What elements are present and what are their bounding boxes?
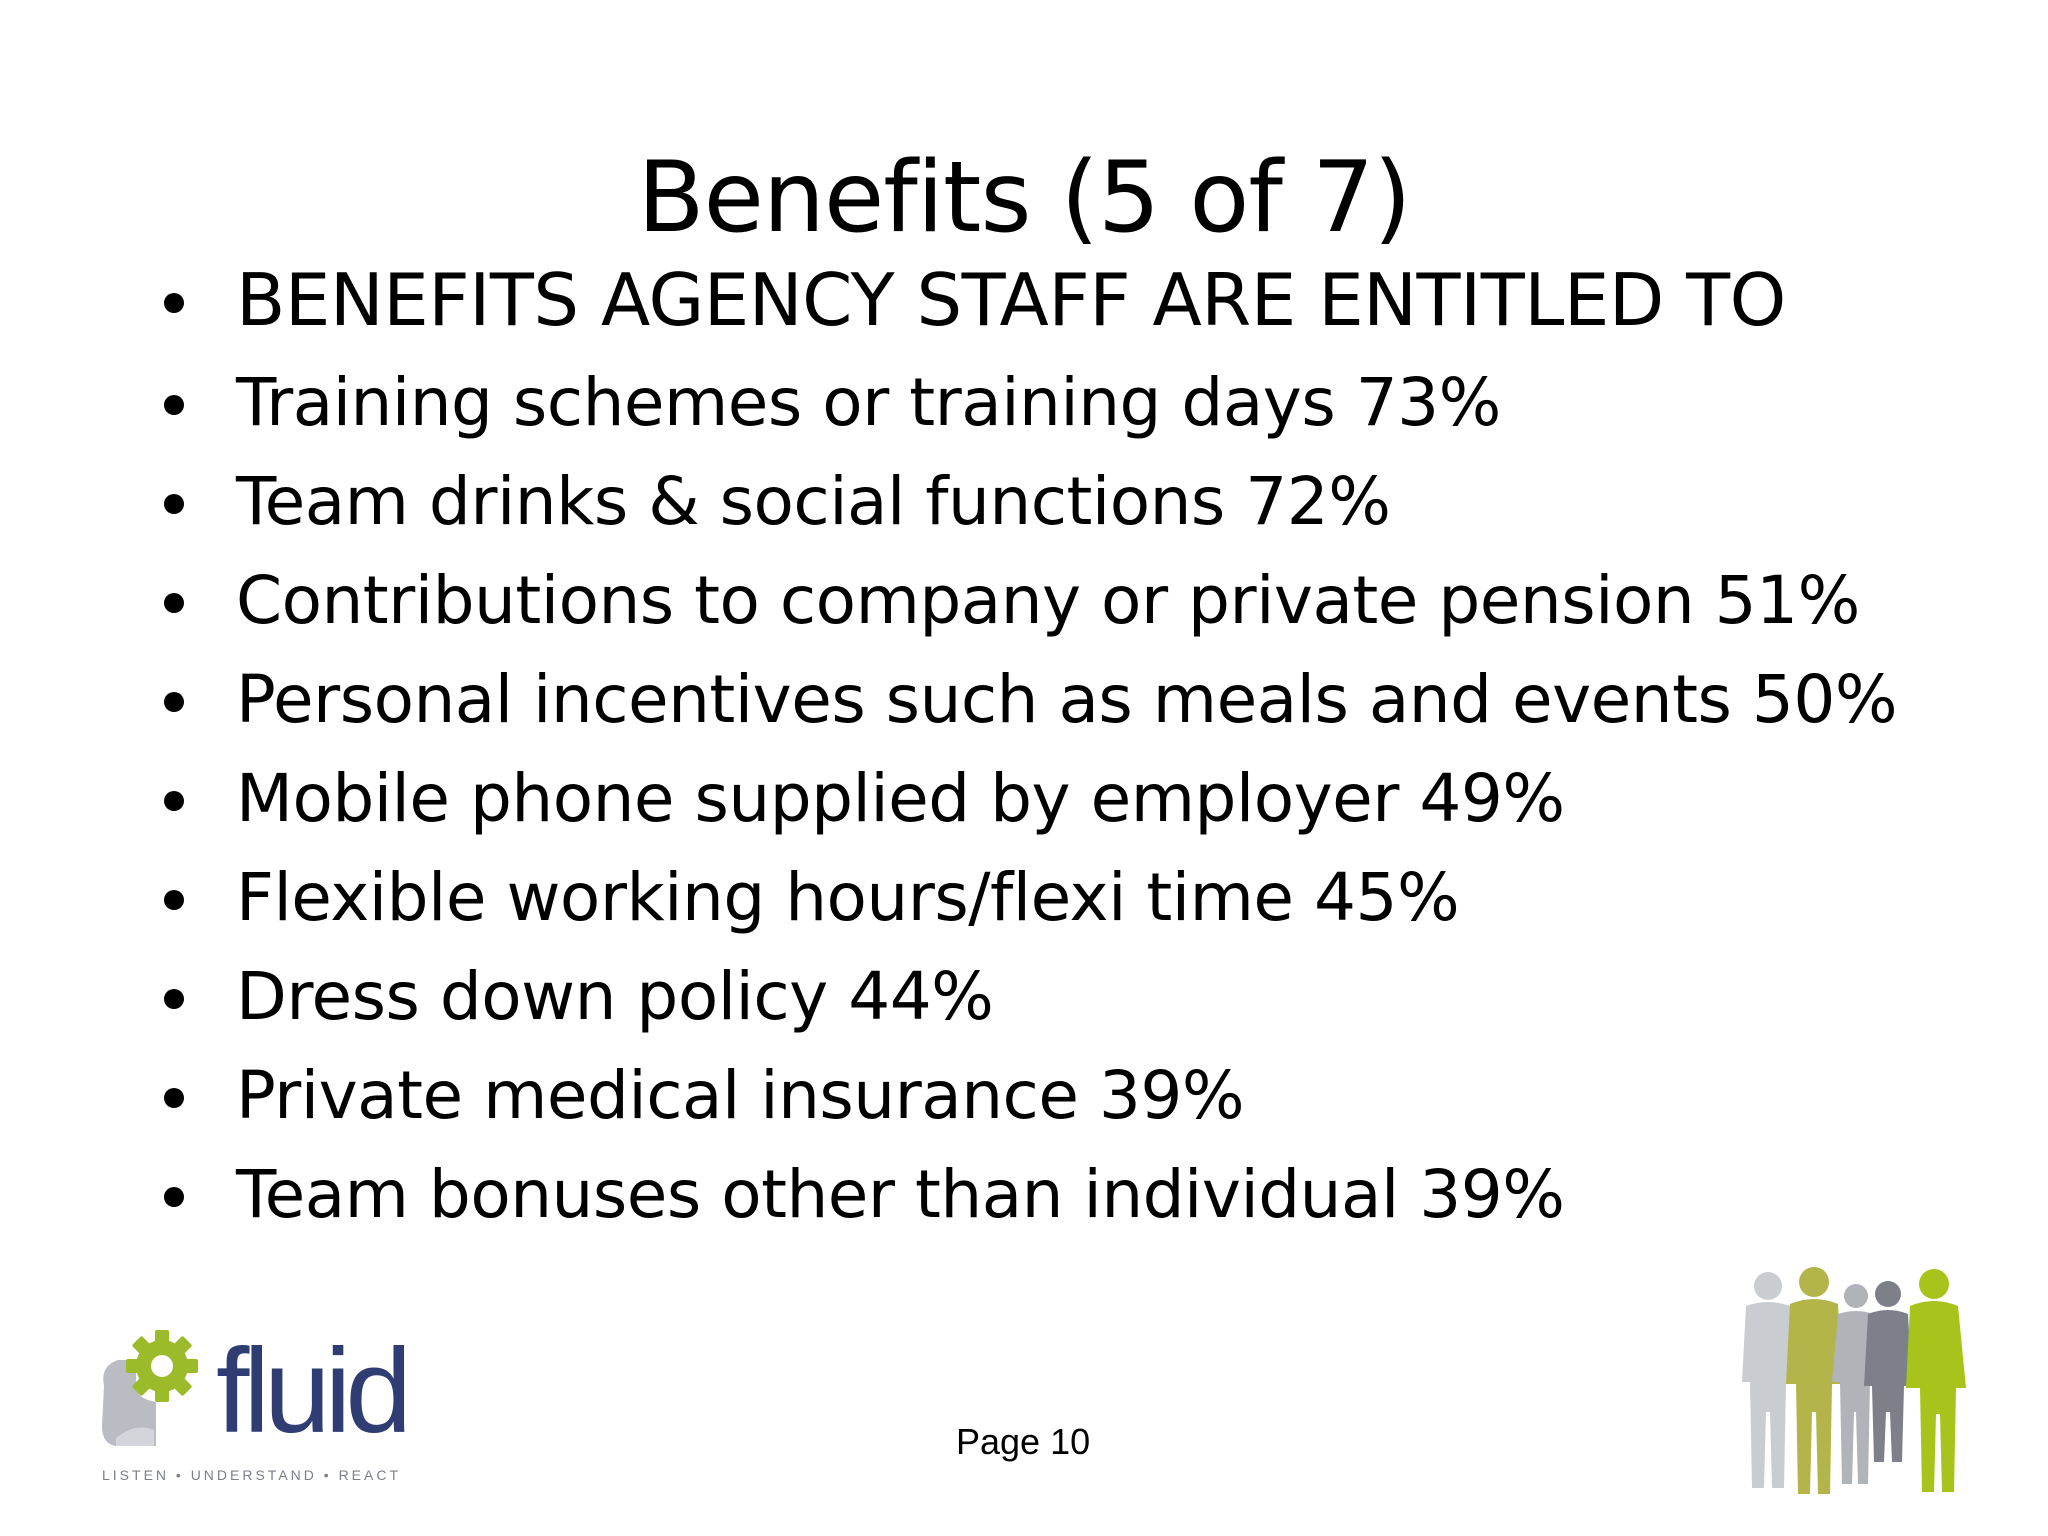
logo-tagline: LISTEN • UNDERSTAND • REACT bbox=[102, 1467, 402, 1483]
bullet-item bbox=[158, 551, 2018, 650]
bullet-icon bbox=[164, 791, 184, 811]
bullet-item bbox=[158, 848, 2018, 947]
bullet-text: Mobile phone supplied by employer 49% bbox=[236, 760, 1565, 837]
bullet-icon bbox=[164, 1088, 184, 1108]
bullet-item bbox=[158, 248, 2018, 353]
bullet-text: Contributions to company or private pension 51% bbox=[236, 562, 1860, 639]
bullet-icon bbox=[164, 494, 184, 514]
page-number: Page 10 bbox=[956, 1421, 1091, 1462]
bullet-item bbox=[158, 650, 2018, 749]
bullet-icon bbox=[164, 890, 184, 910]
bullet-text: Private medical insurance 39% bbox=[236, 1057, 1245, 1134]
bullet-item bbox=[158, 947, 2018, 1046]
bullet-text: Team bonuses other than individual 39% bbox=[236, 1156, 1565, 1233]
bullet-item bbox=[158, 353, 2018, 452]
bullet-text: Training schemes or training days 73% bbox=[236, 364, 1501, 441]
person-figure-lime bbox=[1906, 1269, 1966, 1492]
logo-wordmark: fluid bbox=[216, 1324, 407, 1458]
bullet-list bbox=[158, 248, 2018, 1244]
bullet-icon bbox=[164, 692, 184, 712]
bullet-text: Personal incentives such as meals and events 50% bbox=[236, 661, 1898, 738]
bullet-text: Dress down policy 44% bbox=[236, 958, 994, 1035]
bullet-icon bbox=[164, 395, 184, 415]
people-graphic bbox=[1728, 1262, 1978, 1502]
bullet-text: Team drinks & social functions 72% bbox=[236, 463, 1391, 540]
bullet-icon bbox=[164, 293, 184, 313]
bullet-text: Flexible working hours/flexi time 45% bbox=[236, 859, 1460, 936]
fluid-logo bbox=[96, 1326, 416, 1486]
bullet-text: BENEFITS AGENCY STAFF ARE ENTITLED TO bbox=[236, 258, 1786, 342]
bullet-item bbox=[158, 1145, 2018, 1244]
bullet-item bbox=[158, 749, 2018, 848]
bullet-icon bbox=[164, 1187, 184, 1207]
bullet-item bbox=[158, 1046, 2018, 1145]
gear-icon bbox=[96, 1326, 226, 1456]
slide-title: Benefits (5 of 7) bbox=[637, 141, 1411, 255]
person-figure-grey bbox=[1742, 1272, 1794, 1488]
person-figure-dark bbox=[1864, 1281, 1912, 1462]
bullet-icon bbox=[164, 989, 184, 1009]
bullet-icon bbox=[164, 593, 184, 613]
bullet-item bbox=[158, 452, 2018, 551]
